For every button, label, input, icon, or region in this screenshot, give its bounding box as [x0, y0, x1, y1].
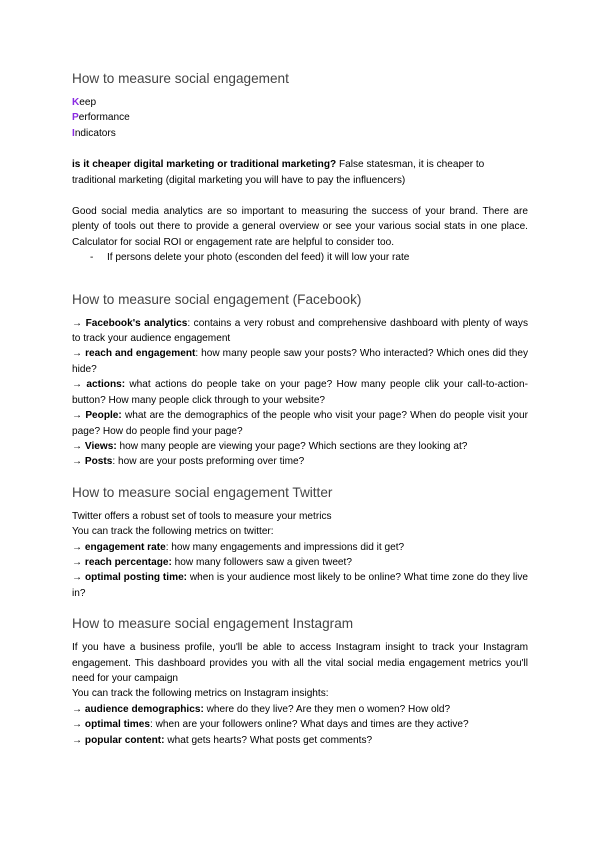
facebook-item: → Facebook's analytics: contains a very robust and comprehensive dashboard with plenty of ways to track your audience engagement: [72, 317, 529, 345]
twitter-intro-metrics: You can track the following metrics on twitter:: [72, 526, 274, 538]
twitter-item: → optimal posting time: when is your audience most likely to be online? What time zone do they live in?: [72, 572, 528, 599]
facebook-item: → People: what are the demographics of the people who visit your page? When do people visit your page? How do people find your page?: [72, 410, 528, 437]
bullet-item: [72, 250, 528, 265]
twitter-item: → engagement rate: how many engagements and impressions did it get?: [72, 541, 405, 553]
instagram-item: → audience demographics: where do they live? Are they men o women? How old?: [72, 703, 451, 715]
bullet-text: If persons delete your photo (esconden del feed) it will low your rate: [107, 252, 410, 264]
kpi-line-indicators: Indicators: [72, 127, 116, 139]
twitter-item: → reach percentage: how many followers saw a given tweet?: [72, 556, 352, 568]
facebook-item: → reach and engagement: how many people saw your posts? Who interacted? Which ones did they hide?: [72, 348, 528, 375]
facebook-item: → Posts: how are your posts preforming over time?: [72, 456, 305, 468]
facebook-item: → actions: what actions do people take on your page? How many people clik your call-to-action-button? How many people click through to your website?: [72, 379, 528, 406]
instagram-item: → optimal times: when are your followers online? What days and times are they active?: [72, 719, 469, 731]
analytics-paragraph: Good social media analytics are so important to measuring the success of your brand. There are plenty of tools out there to provide a general overview or see your various social stats in one place. Calculator for social ROI or engagement rate are helpful to consider too.: [72, 206, 528, 248]
marketing-question: is it cheaper digital marketing or traditional marketing? False statesman, it is cheaper to traditional marketing (digital marketing you will have to pay the influencers): [72, 159, 485, 186]
instagram-intro-metrics: You can track the following metrics on Instagram insights:: [72, 688, 329, 700]
facebook-item: → Views: how many people are viewing your page? Which sections are they looking at?: [72, 440, 468, 452]
kpi-line-keep: Keep: [72, 97, 97, 108]
kpi-line-performance: Performance: [72, 112, 130, 124]
instagram-intro: If you have a business profile, you'll be able to access Instagram insight to track your Instagram engagement. This dashboard provides you with all the vital social media engagement metrics you'll need for your campaign: [72, 642, 528, 684]
twitter-intro: Twitter offers a robust set of tools to measure your metrics: [72, 510, 332, 522]
document-body: [72, 70, 528, 748]
section-title-social-engagement: How to measure social engagement: [72, 71, 289, 86]
section-title-instagram: How to measure social engagement Instagram: [72, 616, 354, 632]
section-title-twitter: How to measure social engagement Twitter: [72, 484, 333, 500]
bullet-dash: -: [90, 252, 94, 264]
instagram-item: → popular content: what gets hearts? What posts get comments?: [72, 734, 373, 746]
section-title-facebook: How to measure social engagement (Facebook): [72, 291, 362, 307]
